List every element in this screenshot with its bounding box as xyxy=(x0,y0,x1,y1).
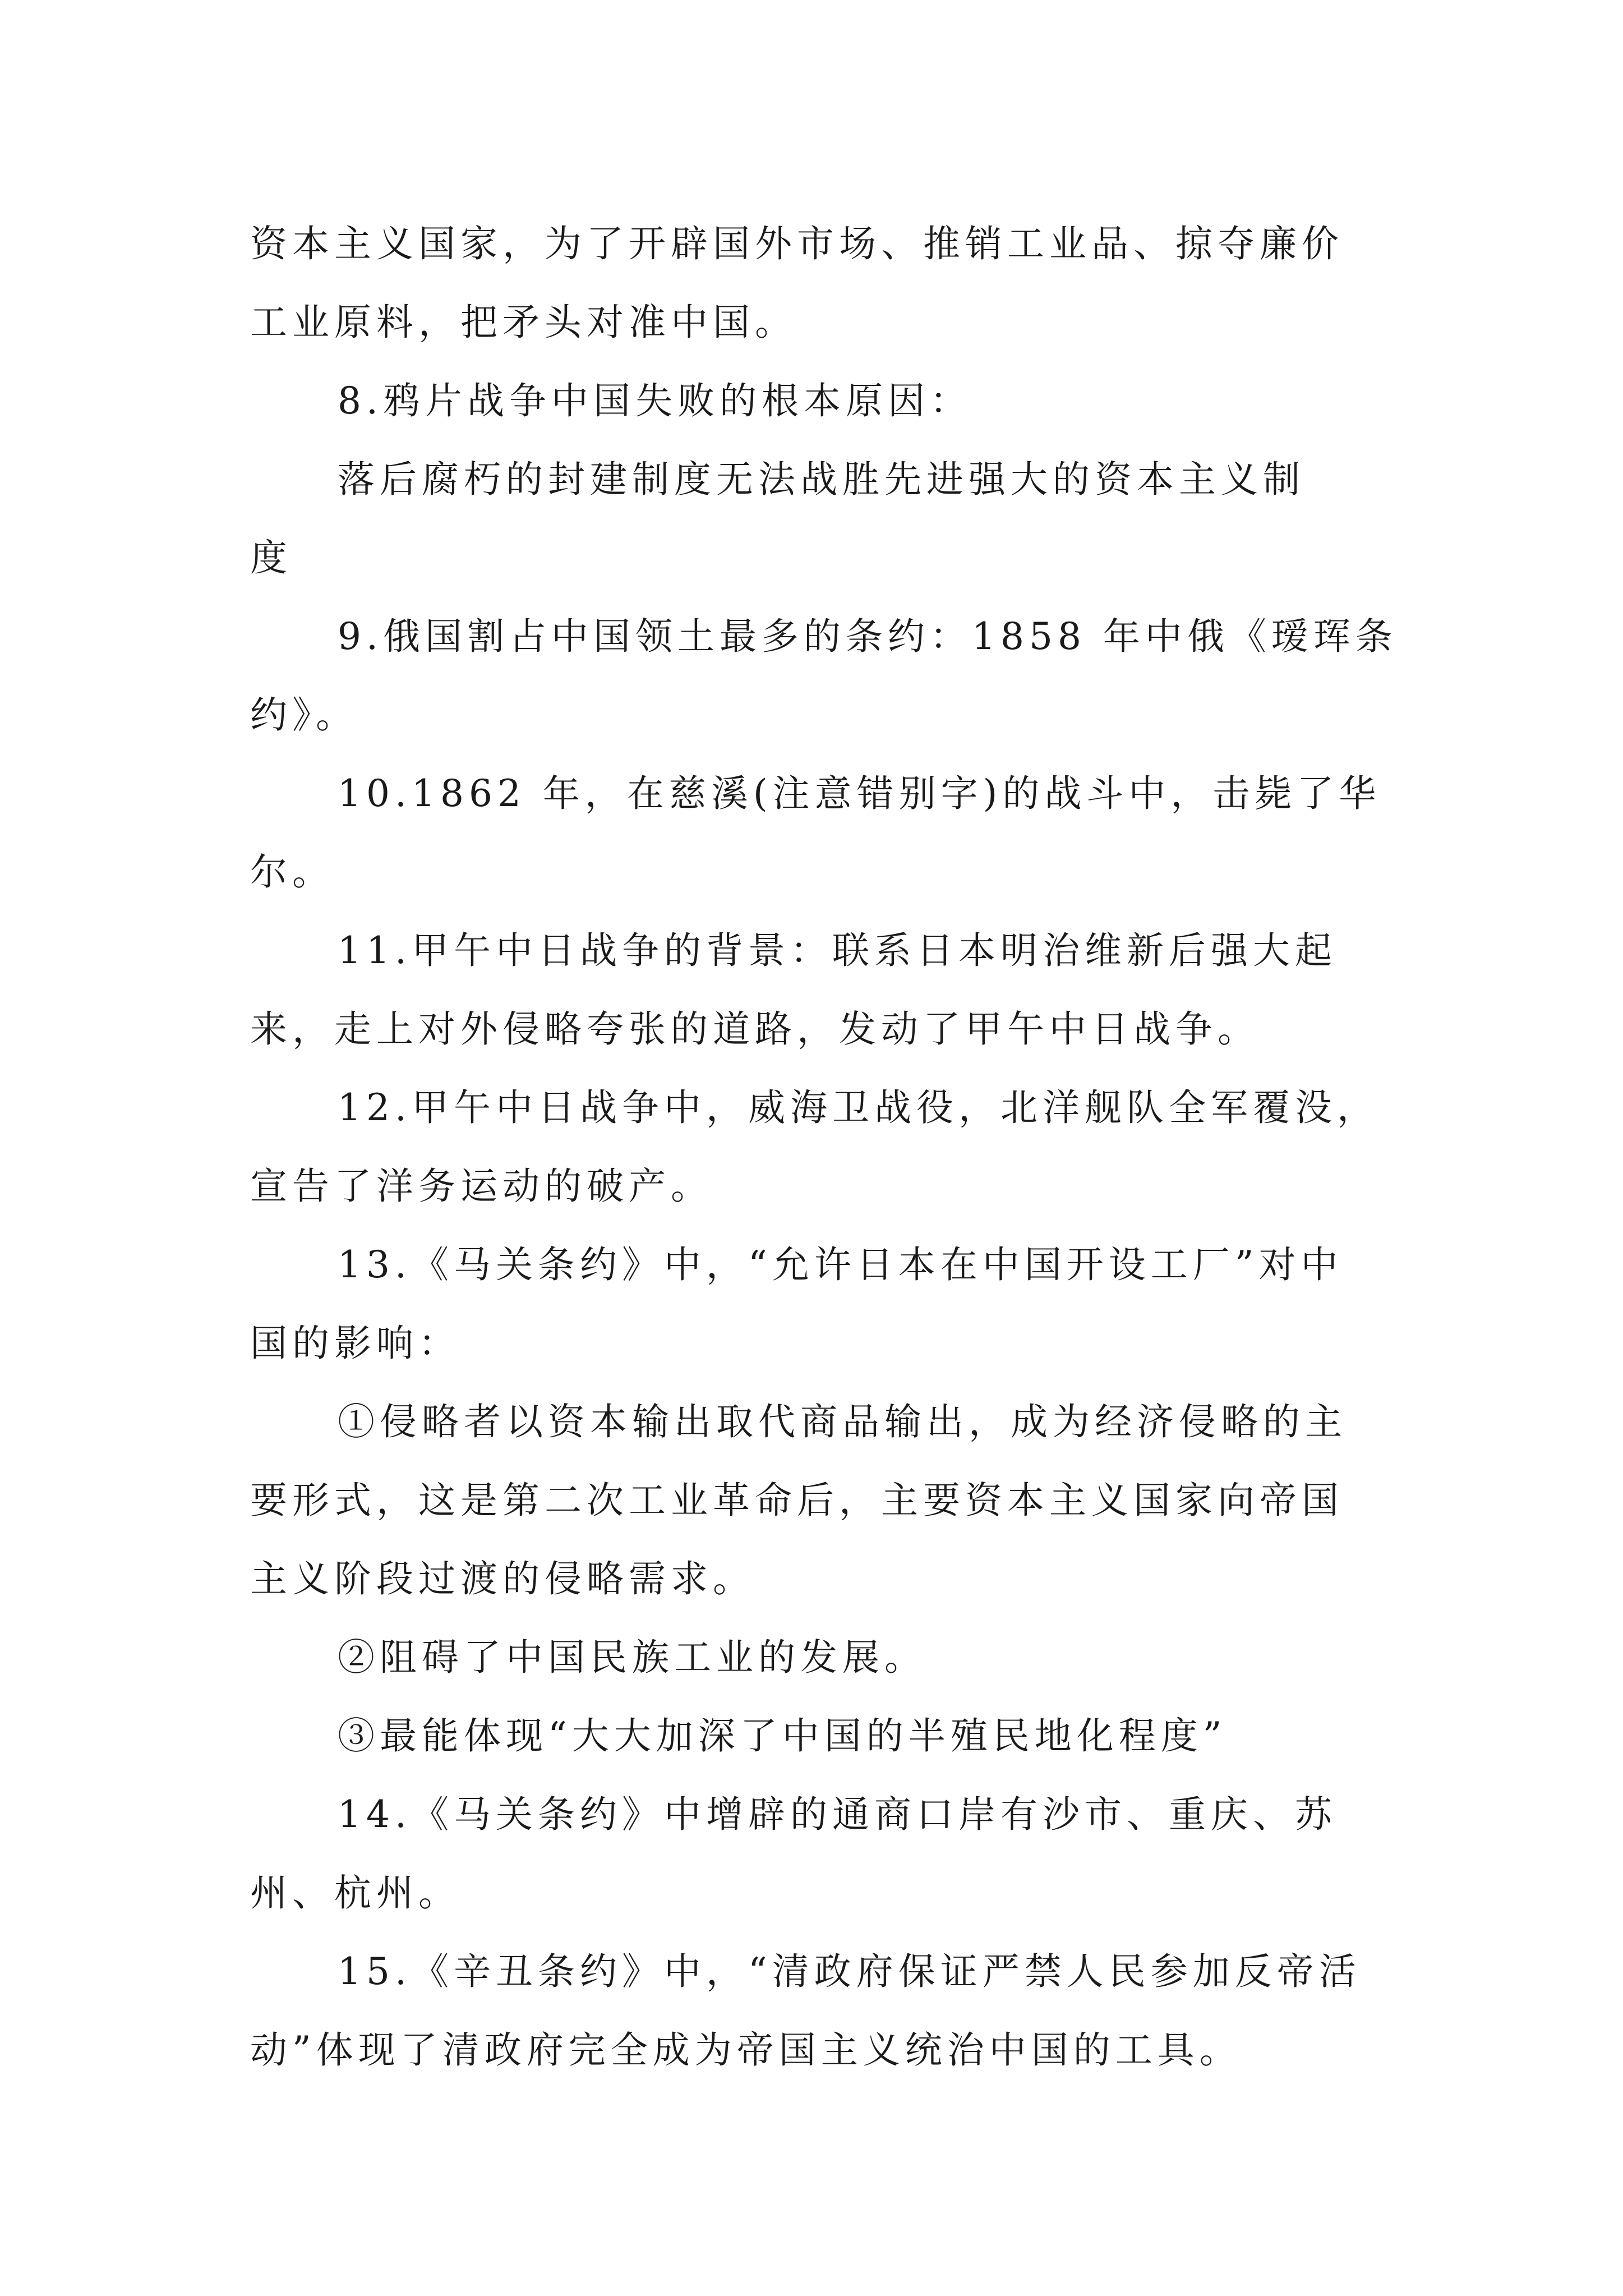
text-line: 度 xyxy=(250,536,292,579)
text-line: 工业原料，把矛头对准中国。 xyxy=(250,301,797,344)
text-line: ②阻碍了中国民族工业的发展。 xyxy=(338,1636,926,1679)
text-line: 资本主义国家，为了开辟国外市场、推销工业品、掠夺廉价 xyxy=(250,222,1344,265)
text-line: 尔。 xyxy=(250,850,334,894)
text-line: 宣告了洋务运动的破产。 xyxy=(250,1165,713,1208)
text-line: 12.甲午中日战争中，威海卫战役，北洋舰队全军覆没， xyxy=(338,1086,1379,1129)
text-line: 国的影响： xyxy=(250,1322,460,1365)
text-line: 14.《马关条约》中增辟的通商口岸有沙市、重庆、苏 xyxy=(338,1793,1337,1836)
text-line: 15.《辛丑条约》中，“清政府保证严禁人民参加反帝活 xyxy=(338,1950,1361,1993)
text-line: 落后腐朽的封建制度无法战胜先进强大的资本主义制 xyxy=(338,458,1305,501)
text-line: 10.1862 年，在慈溪(注意错别字)的战斗中，击毙了华 xyxy=(338,772,1381,815)
text-line: 8.鸦片战争中国失败的根本原因： xyxy=(338,379,972,422)
text-line: 来，走上对外侵略夸张的道路，发动了甲午中日战争。 xyxy=(250,1007,1260,1051)
text-line: ①侵略者以资本输出取代商品输出，成为经济侵略的主 xyxy=(338,1400,1347,1443)
text-line: ③最能体现“大大加深了中国的半殖民地化程度” xyxy=(338,1714,1227,1757)
text-line: 动”体现了清政府完全成为帝国主义统治中国的工具。 xyxy=(250,2028,1242,2072)
text-line: 要形式，这是第二次工业革命后，主要资本主义国家向帝国 xyxy=(250,1479,1344,1522)
text-line: 13.《马关条约》中，“允许日本在中国开设工厂”对中 xyxy=(338,1243,1343,1286)
text-line: 约》。 xyxy=(250,693,358,737)
text-line: 州、杭州。 xyxy=(250,1871,460,1915)
text-line: 主义阶段过渡的侵略需求。 xyxy=(250,1557,755,1600)
text-line: 11.甲午中日战争的背景：联系日本明治维新后强大起 xyxy=(338,929,1337,972)
text-line: 9.俄国割占中国领土最多的条约：1858 年中俄《瑷珲条 xyxy=(338,615,1398,658)
